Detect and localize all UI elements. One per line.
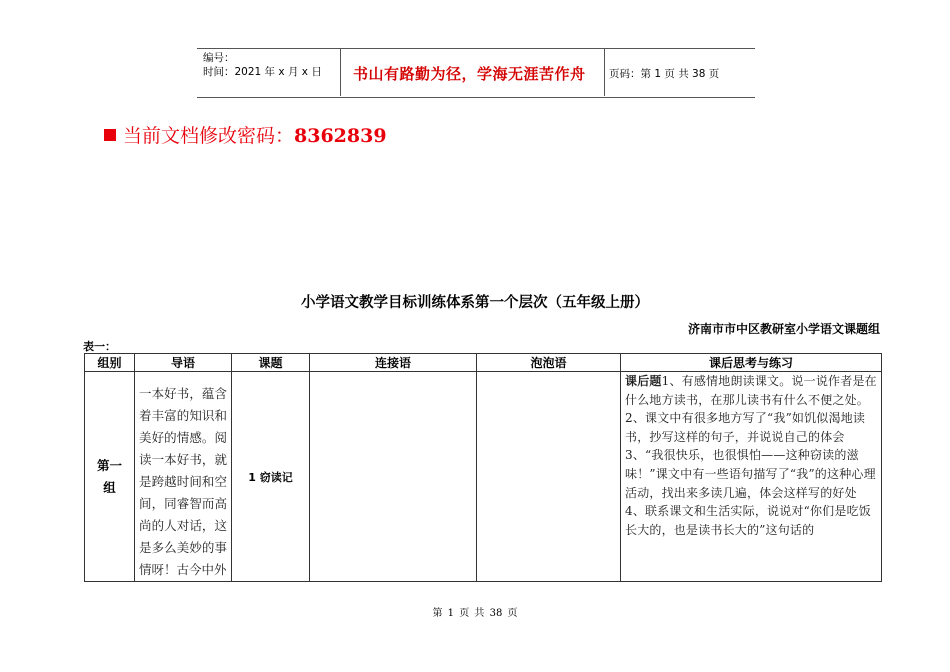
col-header-guide: 导语 <box>135 354 232 372</box>
exercise-heading: 课后题 <box>625 374 662 388</box>
password-label: 当前文档修改密码： <box>123 125 295 147</box>
col-header-connector: 连接语 <box>310 354 477 372</box>
exercise-item: 课后题1、有感情地朗读课文。说一说作者是在什么地方读书，在那儿读书有什么不便之处。 <box>625 374 877 407</box>
header-page-label: 页码：第 1 页 共 38 页 <box>609 68 720 80</box>
header-motto: 书山有路勤为径，学海无涯苦作舟 <box>353 65 586 83</box>
header-divider <box>340 49 341 96</box>
table-label: 表一： <box>83 340 116 353</box>
cell-exercises <box>621 372 882 582</box>
cell-group: 第一组 <box>85 372 135 582</box>
password-notice <box>104 121 387 148</box>
page-footer: 第 1 页 共 38 页 <box>432 608 518 619</box>
col-header-lesson: 课题 <box>232 354 310 372</box>
exercise-item: 4、联系课文和生活实际，说说对“你们是吃饭长大的，也是读书长大的”这句话的 <box>625 504 871 537</box>
exercise-item: 3、“我很快乐，也很惧怕——这种窃读的滋味！”课文中有一些语句描写了“我”的这种心理活动，找出来多读几遍，体会这样写的好处 <box>625 448 876 500</box>
header-number-label: 编号： <box>203 52 235 64</box>
cell-connector <box>310 372 477 582</box>
cell-guide: 一本好书，蕴含着丰富的知识和美好的情感。阅读一本好书，就是跨越时间和空间，同睿智而高尚的人对话，这是多么美妙的事情呀！古今中外 <box>135 372 232 582</box>
organization: 济南市市中区教研室小学语文课题组 <box>687 322 880 336</box>
password-code: 8362839 <box>294 125 387 147</box>
header-time-label: 时间：2021 年 x 月 x 日 <box>203 66 322 78</box>
exercise-item: 2、课文中有很多地方写了“我”如饥似渴地读书，抄写这样的句子，并说说自己的体会 <box>625 411 866 444</box>
col-header-bubble: 泡泡语 <box>477 354 621 372</box>
header-divider <box>604 49 605 96</box>
cell-lesson: 1 窃读记 <box>232 372 310 582</box>
table-row <box>85 372 882 582</box>
curriculum-table <box>84 353 882 582</box>
col-header-group: 组别 <box>85 354 135 372</box>
table-header-row <box>85 354 882 372</box>
col-header-exercises: 课后思考与练习 <box>621 354 882 372</box>
page-title: 小学语文教学目标训练体系第一个层次（五年级上册） <box>301 295 649 311</box>
red-square-icon <box>104 129 116 141</box>
cell-bubble <box>477 372 621 582</box>
